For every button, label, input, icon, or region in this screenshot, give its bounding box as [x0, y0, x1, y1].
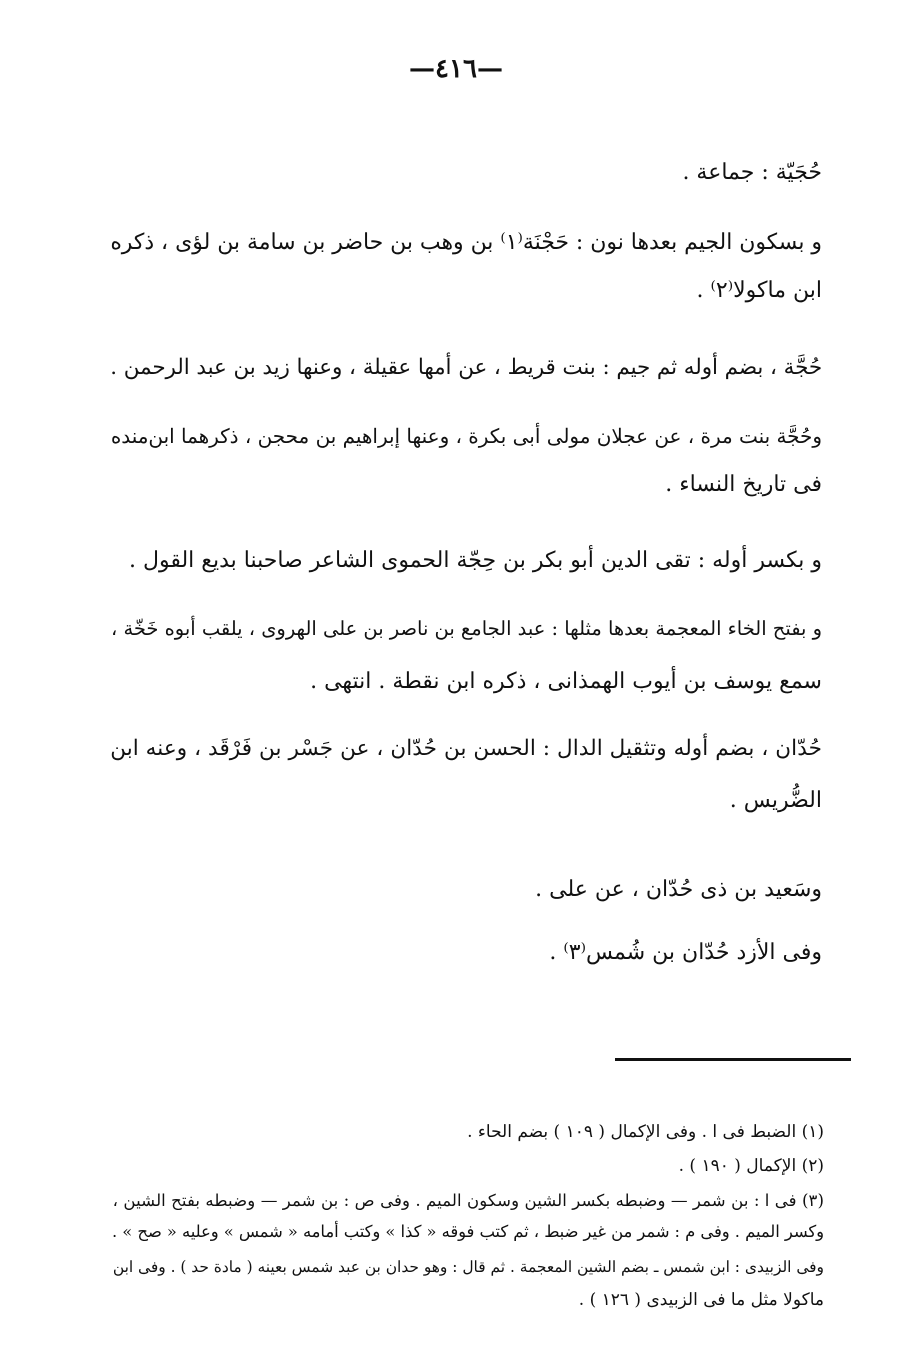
footnote-divider	[615, 1058, 851, 1061]
text-line: حُجَّة ، بضم أوله ثم جيم : بنت قريط ، عن أمها عقيلة ، وعنها زيد بن عبد الرحمن .	[110, 355, 822, 380]
footnote-line: وكسر الميم . وفى م : شمر من غير ضبط ، ثم كتب فوقه « كذا » وكتب أمامه « شمس » وعليه « صح » .	[111, 1222, 824, 1241]
footnote-line: ماكولا مثل ما فى الزبيدى ( ١٢٦ ) .	[578, 1290, 824, 1310]
text-line: حُجَيّة : جماعة .	[682, 160, 822, 185]
text-line: ابن ماكولا⁽٢⁾ .	[696, 278, 822, 303]
footnote-line: (٢) الإكمال ( ١٩٠ ) .	[678, 1156, 824, 1176]
text-line: و بكسر أوله : تقى الدين أبو بكر بن حِجّة الحموى الشاعر صاحبنا بديع القول .	[129, 548, 822, 573]
text-line: وحُجَّة بنت مرة ، عن عجلان مولى أبى بكرة ، وعنها إبراهيم بن محجن ، ذكرهما ابن‌منده	[110, 424, 822, 448]
text-line: و بسكون الجيم بعدها نون : حَجْنَة⁽١⁾ بن وهب بن حاضر بن سامة بن لؤى ، ذكره	[110, 230, 822, 255]
footnote-line: (١) الضبط فى ا . وفى الإكمال ( ١٠٩ ) بضم الحاء .	[467, 1122, 824, 1142]
page-number: —٤١٦—	[409, 54, 503, 84]
footnote-line: وفى الزبيدى : ابن شمس ـ بضم الشين المعجمة . ثم قال : وهو حدان بن عبد شمس بعينه ( مادة حد ) . وفى ابن	[112, 1258, 824, 1276]
footnote-line: (٣) فى ا : بن شمر — وضبطه بكسر الشين وسكون الميم . وفى ص : بن شمر — وضبطه بفتح الشين ،	[112, 1190, 824, 1210]
text-line: حُدّان ، بضم أوله وتثقيل الدال : الحسن بن حُدّان ، عن جَسْر بن فَرْقَد ، وعنه ابن	[110, 736, 822, 761]
text-line: وفى الأزد حُدّان بن شُمس⁽٣⁾ .	[549, 940, 822, 965]
text-line: و بفتح الخاء المعجمة بعدها مثلها : عبد الجامع بن ناصر بن على الهروى ، يلقب أبوه خَخّة ،	[111, 617, 822, 640]
text-line: وسَعيد بن ذى حُدّان ، عن على .	[535, 877, 822, 902]
text-line: فى تاريخ النساء .	[665, 472, 822, 497]
text-line: سمع يوسف بن أيوب الهمذانى ، ذكره ابن نقطة . انتهى .	[310, 669, 822, 694]
text-line: الضُّريس .	[729, 788, 822, 813]
